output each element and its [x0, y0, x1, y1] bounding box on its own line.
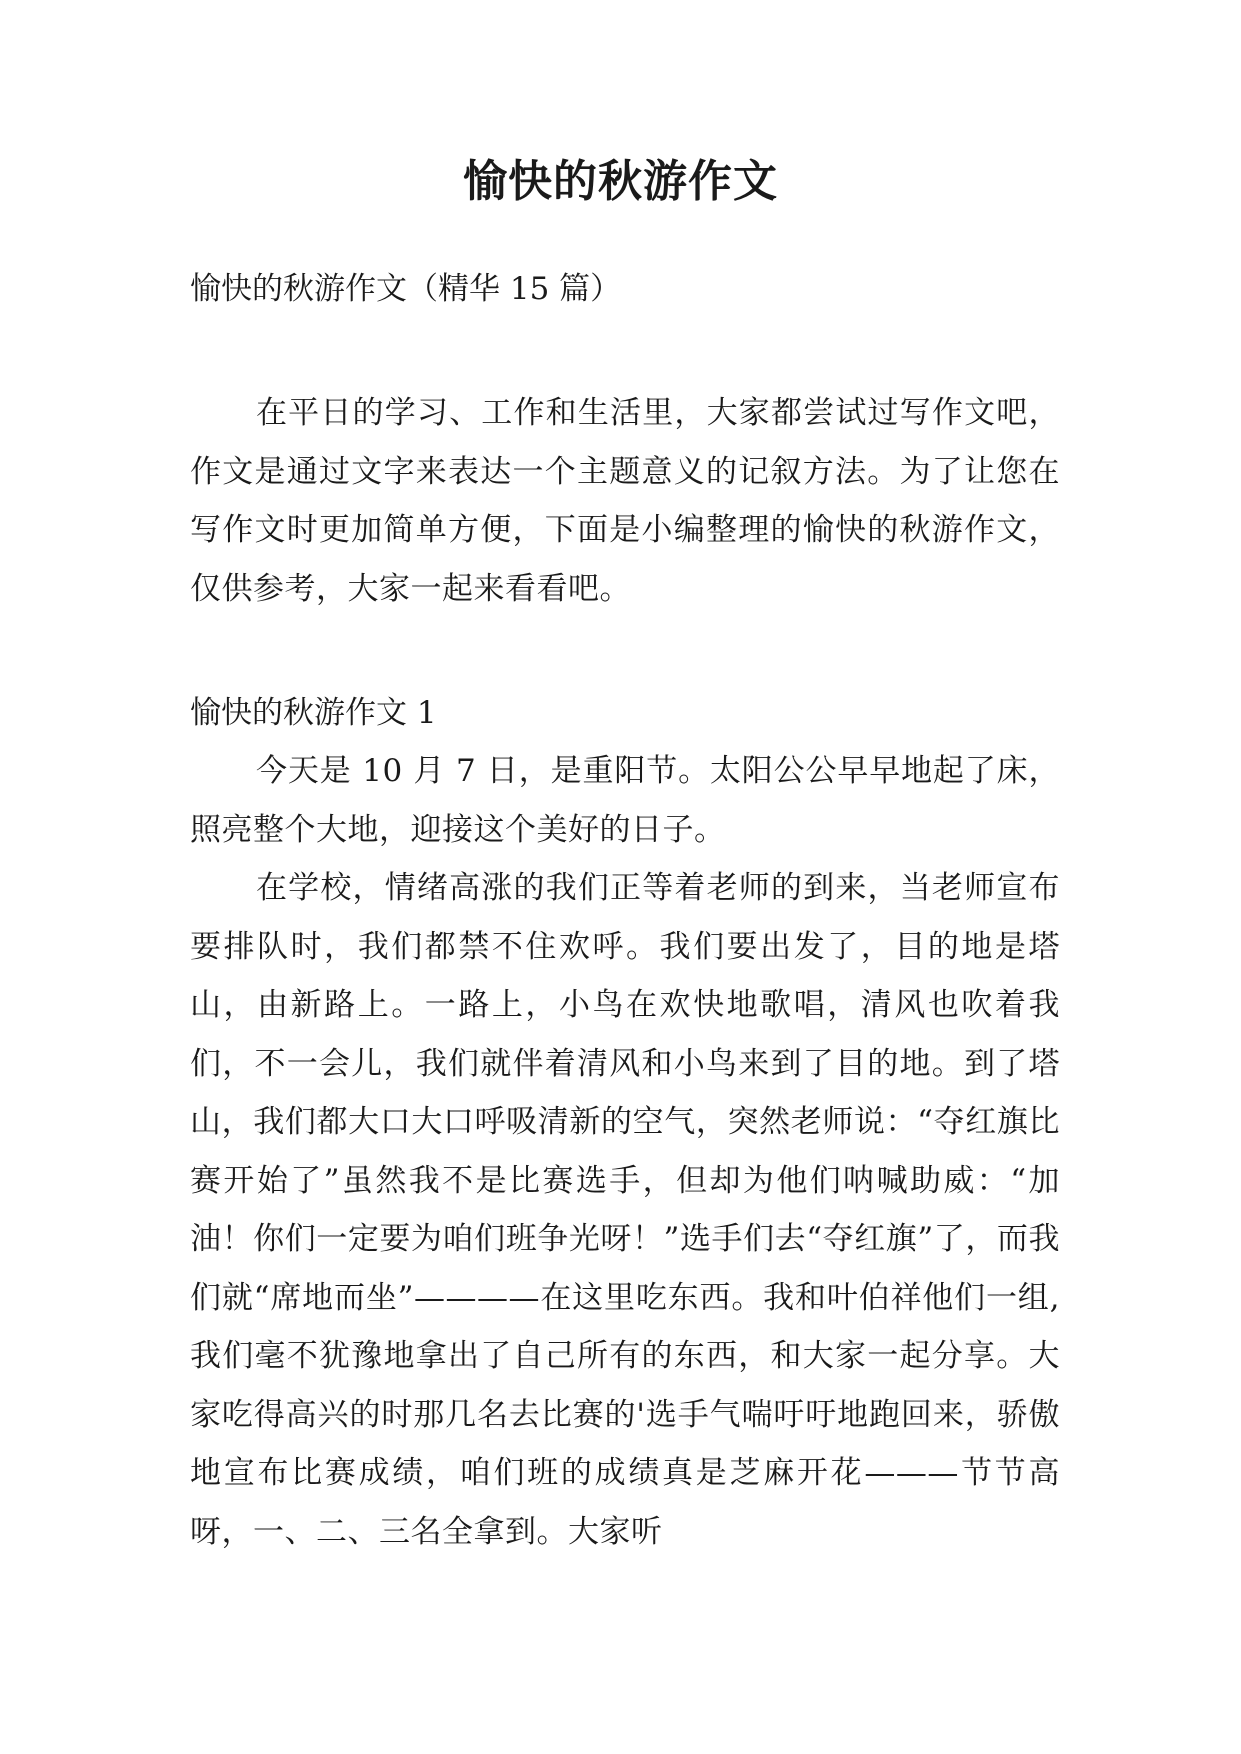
document-subtitle: 愉快的秋游作文（精华 15 篇） — [190, 271, 622, 307]
body-paragraph: 今天是 10 月 7 日，是重阳节。太阳公公早早地起了床，照亮整个大地，迎接这个美好的日子。 — [190, 753, 1060, 848]
intro-paragraph: 在平日的学习、工作和生活里，大家都尝试过写作文吧，作文是通过文字来表达一个主题意义的记叙方法。为了让您在写作文时更加简单方便，下面是小编整理的愉快的秋游作文，仅供参考，大家一起来看看吧。 — [190, 395, 1060, 607]
document-body — [190, 260, 1060, 1561]
body-paragraph: 在学校，情绪高涨的我们正等着老师的到来，当老师宣布要排队时，我们都禁不住欢呼。我们要出发了，目的地是塔山，由新路上。一路上，小鸟在欢快地歌唱，清风也吹着我们，不一会儿，我们就伴着清风和小鸟来到了目的地。到了塔山，我们都大口大口呼吸清新的空气，突然老师说：“夺红旗比赛开始了”虽然我不是比赛选手，但却为他们呐喊助威：“加油！你们一定要为咱们班争光呀！”选手们去“夺红旗”了，而我们就“席地而坐”————在这里吃东西。我和叶伯祥他们一组,我们毫不犹豫地拿出了自己所有的东西，和大家一起分享。大家吃得高兴的时那几名去比赛的'选手气喘吁吁地跑回来，骄傲地宣布比赛成绩，咱们班的成绩真是芝麻开花———节节高呀，一、二、三名全拿到。大家听 — [190, 870, 1060, 1550]
document-title: 愉快的秋游作文 — [463, 156, 778, 207]
section-heading: 愉快的秋游作文 1 — [190, 695, 437, 731]
